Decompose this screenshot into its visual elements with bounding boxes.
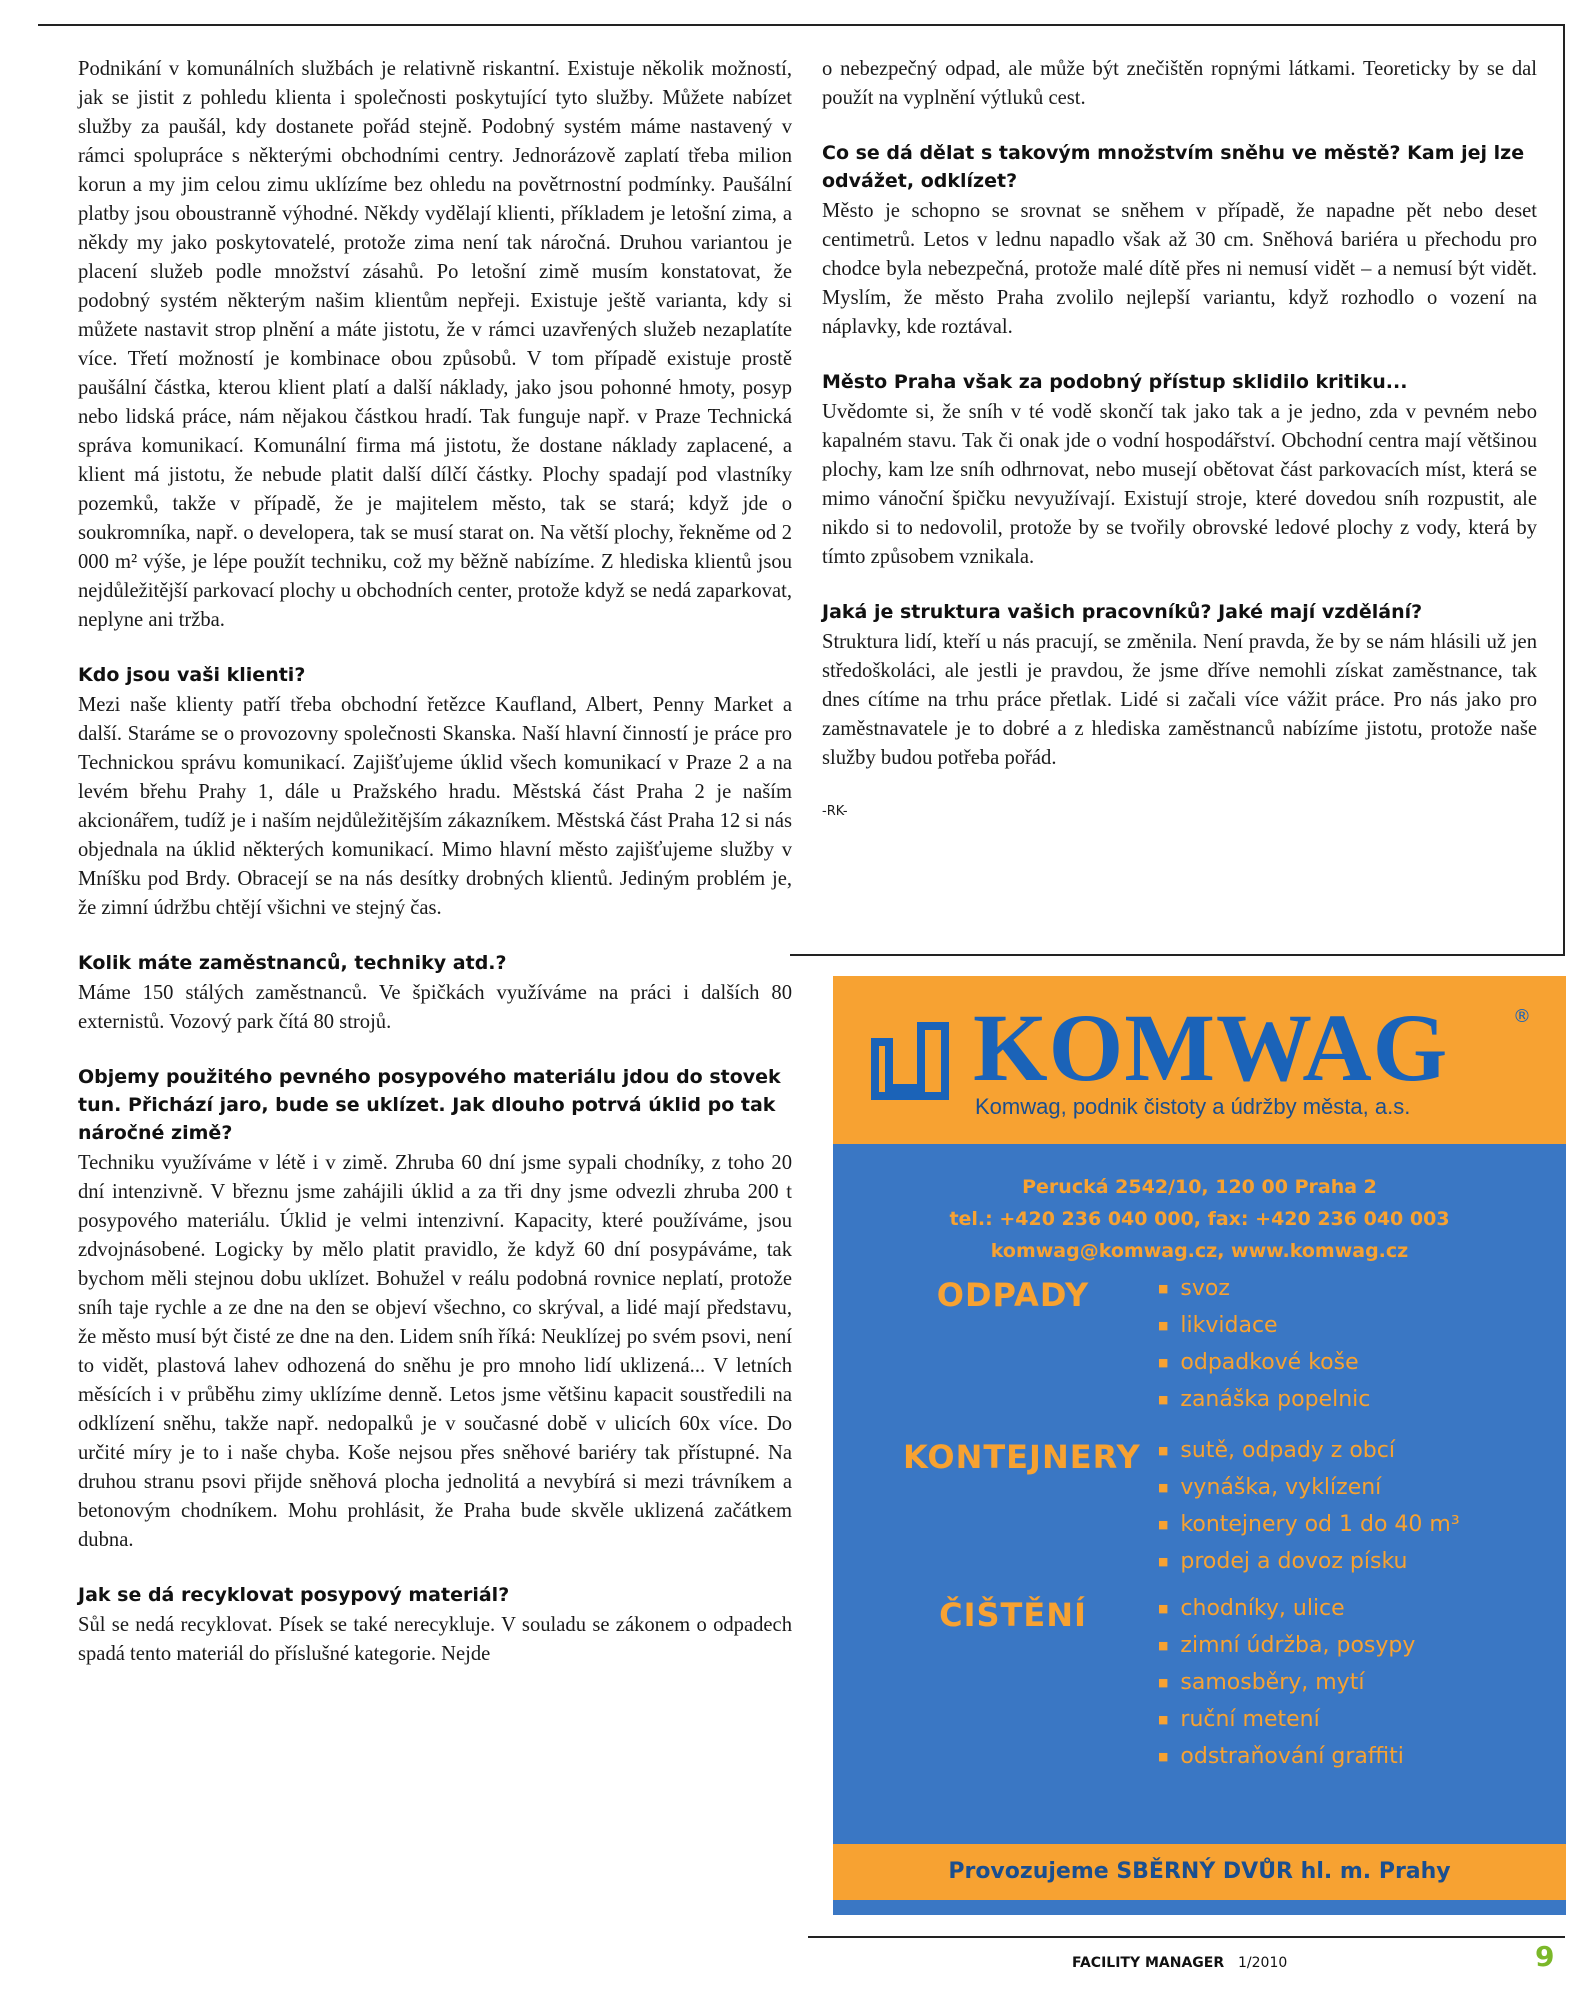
list-kontejnery bbox=[1158, 1434, 1460, 1582]
footer-publication: FACILITY MANAGER bbox=[1072, 1955, 1225, 1971]
answer-snow: Město je schopno se srovnat se sněhem v případě, že napadne pět nebo deset centimetrů. Letos v lednu napadlo však až 30 cm. Sněhová bariéra u přechodu pro chodce byla nebezpečná, protože malé dítě přes ni nemusí vidět – a nemusí být vidět. Myslím, že město Praha zvolilo nejlepší variantu, když rozhodlo o vození na náplavky, kde roztával. bbox=[822, 200, 1537, 338]
list-item: ■ vynáška, vyklízení bbox=[1158, 1471, 1460, 1508]
list-item: ■ svoz bbox=[1158, 1272, 1370, 1309]
answer-employees: Máme 150 stálých zaměstnanců. Ve špičkách využíváme na práci i dalších 80 externistů. Vozový park čítá 80 strojů. bbox=[78, 982, 792, 1033]
ad-address: Perucká 2542/10, 120 00 Praha 2 bbox=[1022, 1176, 1377, 1198]
question-criticism: Město Praha však za podobný přístup sklidilo kritiku... bbox=[822, 371, 1408, 393]
ad-phone: tel.: +420 236 040 000, fax: +420 236 040 003 bbox=[949, 1208, 1450, 1230]
list-item: ■ odpadkové koše bbox=[1158, 1346, 1370, 1383]
frame-right-rule bbox=[1563, 24, 1565, 956]
ad-header bbox=[833, 976, 1566, 1144]
category-kontejnery: KONTEJNERY bbox=[903, 1438, 1141, 1476]
answer-cleanup: Techniku využíváme v létě i v zimě. Zhruba 60 dní jsme sypali chodníky, z toho 20 dní intenzivně. V březnu jsme zahájili úklid a za tři dny jsme odvezli zhruba 200 t posypového materiálu. Úklid je velmi intenzivní. Kapacity, které používáme, jsou zdvojnásobené. Logicky by mělo platit pravidlo, že když 60 dní posypáváme, tak bychom měli stejnou dobu uklízet. Bohužel v reálu podobná rovnice neplatí, protože sníh taje rychle a ze dne na den se objeví všechno, co skrýval, a lidé mají představu, že město musí být čisté ze dne na den. Lidem sníh říká: Neuklízej po svém psovi, není to vidět, plastová lahev odhozená do sněhu je pro mnoho lidí uklizená... V letních měsících i v průběhu zimy uklízíme denně. Letos jsme většinu kapacit soustředili na odklízení sněhu, takže např. nedopalků je v současné době v ulicích 60x více. Do určité míry je to i naše chyba. Koše nejsou přes sněhové bariéry tak přístupné. Na druhou stranu psovi přijde sněhová plocha jednolitá a nevybírá si mezi trávníkem a betonovým chodníkem. Mohu prohlásit, že Praha bude skvěle uklizená začátkem dubna. bbox=[78, 1152, 792, 1551]
ad-web: komwag@komwag.cz, www.komwag.cz bbox=[990, 1240, 1409, 1262]
brand-name: KOMWAG bbox=[973, 994, 1449, 1101]
question-clients: Kdo jsou vaši klienti? bbox=[78, 664, 306, 686]
brand-subtitle: Komwag, podnik čistoty a údržby města, a.s. bbox=[975, 1094, 1411, 1119]
list-item: ■ sutě, odpady z obcí bbox=[1158, 1434, 1460, 1471]
list-item: ■ chodníky, ulice bbox=[1158, 1592, 1415, 1629]
frame-top-rule bbox=[38, 24, 1564, 26]
ad-footer-banner: Provozujeme SBĚRNÝ DVŮR hl. m. Prahy bbox=[833, 1844, 1566, 1900]
category-cisteni: ČIŠTĚNÍ bbox=[939, 1596, 1087, 1634]
list-odpady bbox=[1158, 1272, 1370, 1420]
footer-issue: 1/2010 bbox=[1238, 1955, 1288, 1971]
list-item: ■ zimní údržba, posypy bbox=[1158, 1629, 1415, 1666]
list-item: ■ kontejnery od 1 do 40 m³ bbox=[1158, 1508, 1460, 1545]
page-number: 9 bbox=[1535, 1940, 1555, 1973]
question-employees: Kolik máte zaměstnanců, techniky atd.? bbox=[78, 952, 507, 974]
left-column bbox=[78, 55, 792, 1669]
answer-criticism: Uvědomte si, že sníh v té vodě skončí tak jako tak a je jedno, zda v pevném nebo kapalném stavu. Tak či onak jde o vodní hospodářství. Obchodní centra mají většinou plochy, kam lze sníh odhrnovat, nebo musejí obětovat část parkovacích míst, která se mimo vánoční špičku nevyužívají. Existují stroje, které dovedou sníh rozpustit, ale nikdo si to nedovolil, protože by se tvořily obrovské ledové plochy z vody, která by tímto způsobem vznikala. bbox=[822, 401, 1537, 568]
komwag-logo-icon bbox=[863, 1014, 957, 1108]
frame-bottom-rule bbox=[808, 1936, 1565, 1938]
list-item: ■ prodej a dovoz písku bbox=[1158, 1545, 1460, 1582]
list-item: ■ samosběry, mytí bbox=[1158, 1666, 1415, 1703]
category-odpady: ODPADY bbox=[936, 1276, 1090, 1314]
question-snow: Co se dá dělat s takovým množstvím sněhu ve městě? Kam jej lze odvážet, odklízet? bbox=[822, 142, 1525, 192]
author-signature: -RK- bbox=[822, 804, 848, 819]
answer-clients: Mezi naše klienty patří třeba obchodní řetězce Kaufland, Albert, Penny Market a další. Staráme se o provozovny společnosti Skanska. Naší hlavní činností je práce pro Technickou správu komunikací. Zajišťujeme úklid všech komunikací v Praze 2 a na levém břehu Prahy 1, dále u Pražského hradu. Městská část Praha 2 je naším akcionářem, tudíž je i naším nejdůležitějším zákazníkem. Městská část Praha 12 si nás objednala na úklid některých komunikací. Mimo hlavní město zajišťujeme služby v Mníšku pod Brdy. Obracejí se na nás desítky drobných klientů. Jediným problém je, že zimní údržbu chtějí všichni ve stejný čas. bbox=[78, 694, 792, 919]
list-item: ■ odstraňování graffiti bbox=[1158, 1740, 1415, 1777]
list-cisteni bbox=[1158, 1592, 1415, 1777]
intro-paragraph: Podnikání v komunálních službách je relativně riskantní. Existuje několik možností, jak se jistit z pohledu klienta i společnosti poskytující tyto služby. Můžete nabízet služby za paušál, kdy dostanete pořád stejně. Podobný systém máme nastavený v rámci spolupráce s některými obchodními centry. Jednorázově zaplatí třeba milion korun a my jim celou zimu uklízíme bez ohledu na povětrnostní podmínky. Paušální platby jsou oboustranně výhodné. Někdy vydělají klienti, příkladem je letošní zima, a někdy my jako poskytovatelé, protože zima není tak náročná. Druhou variantou je placení služeb podle množství zásahů. Po letošní zimě musím konstatovat, že podobný systém některým našim klientům nepřeji. Existuje ještě varianta, kdy si můžete nastavit strop plnění a máte jistotu, že v rámci uzavřených služeb nezaplatíte více. Třetí možností je kombinace obou způsobů. V tom případě existuje prostě paušální částka, kterou klient platí a další náklady, jako jsou pohonné hmoty, posyp nebo lidská práce, nám nějakou částkou hradí. Tak funguje např. v Praze Technická správa komunikací. Komunální firma má jistotu, že dostane náklady zaplacené, a klient má jistotu, že nebude platit další dílčí částky. Plochy spadají pod vlastníky pozemků, takže v případě, že je majitelem město, tak se stará; když jde o soukromníka, např. o developera, tak se musí starat on. Na větší plochy, řekněme od 2 000 m² výše, je lépe použít techniku, což my běžně nabízíme. Z hlediska klientů jsou nejdůležitější parkovací plochy u obchodních center, protože když se nedá zaparkovat, neplyne ani tržba. bbox=[78, 58, 792, 631]
continuation-paragraph: o nebezpečný odpad, ale může být znečištěn ropnými látkami. Teoreticky by se dal použít na vyplnění výtluků cest. bbox=[822, 58, 1537, 109]
list-item: ■ zanáška popelnic bbox=[1158, 1383, 1370, 1420]
question-staff: Jaká je struktura vašich pracovníků? Jaké mají vzdělání? bbox=[822, 601, 1423, 623]
question-recycling: Jak se dá recyklovat posypový materiál? bbox=[78, 1584, 510, 1606]
answer-staff: Struktura lidí, kteří u nás pracují, se změnila. Není pravda, že by se nám hlásili už jen středoškoláci, ale jestli je pravdou, že jsme dříve nemohli získat zaměstnance, tak dnes cítíme na trhu práce přetlak. Lidé si začali více vážit práce. Pro nás jako pro zaměstnavatele je to dobré a z hlediska zaměstnanců nabízíme jistotu, protože naše služby budou potřeba pořád. bbox=[822, 631, 1537, 769]
registered-mark: ® bbox=[1513, 1006, 1531, 1027]
right-column bbox=[822, 55, 1537, 826]
list-item: ■ likvidace bbox=[1158, 1309, 1370, 1346]
komwag-advertisement bbox=[833, 976, 1566, 1915]
question-cleanup: Objemy použitého pevného posypového materiálu jdou do stovek tun. Přichází jaro, bude se uklízet. Jak dlouho potrvá úklid po tak náročné zimě? bbox=[78, 1066, 781, 1144]
list-item: ■ ruční metení bbox=[1158, 1703, 1415, 1740]
answer-recycling: Sůl se nedá recyklovat. Písek se také nerecykluje. V souladu se zákonem o odpadech spadá tento materiál do příslušné kategorie. Nejde bbox=[78, 1614, 792, 1665]
